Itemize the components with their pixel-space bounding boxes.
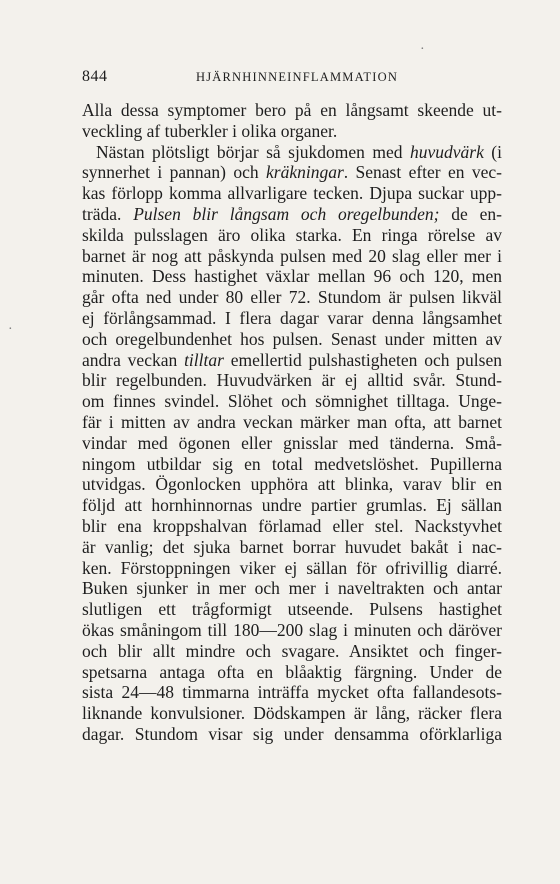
page-number: 844 xyxy=(82,68,108,85)
text-line: vindar med ögonen eller gnisslar med tänderna. Små- xyxy=(82,432,502,453)
text-line: fär i mitten av andra veckan märker man ofta, att barnet xyxy=(82,411,502,432)
text-line: synnerhet i pannan) och kräkningar. Senast efter en vec- xyxy=(82,162,502,183)
text-line: barnet är nog att påskynda pulsen med 20 slag eller mer i xyxy=(82,245,502,266)
text-line: går ofta ned under 80 eller 72. Stundom är pulsen likväl xyxy=(82,287,502,308)
text-line: blir ena kroppshalvan förlamad eller stel. Nackstyvhet xyxy=(82,515,502,536)
margin-dot: · xyxy=(420,42,425,57)
text-line: liknande konvulsioner. Dödskampen är lång, räcker flera xyxy=(82,703,502,724)
text-line: Buken sjunker in mer och mer i naveltrakten och antar xyxy=(82,578,502,599)
emphasis: tilltar xyxy=(184,349,224,370)
text-line: är vanlig; det sjuka barnet borrar huvudet bakåt i nac- xyxy=(82,536,502,557)
running-title: HJÄRNHINNEINFLAMMATION xyxy=(196,70,399,84)
emphasis: huvudvärk xyxy=(409,141,484,162)
margin-dot: · xyxy=(8,322,13,337)
text-line: Alla dessa symptomer bero på en långsamt skeende ut- xyxy=(82,100,502,120)
text-line: och oregelbundenhet hos pulsen. Senast under mitten av xyxy=(82,328,502,349)
emphasis: kräkningar xyxy=(266,162,344,183)
text-line: blir regelbunden. Huvudvärken är ej alltid svår. Stund- xyxy=(82,370,502,391)
text-line: kas förlopp komma allvarligare tecken. Djupa suckar upp- xyxy=(82,183,502,204)
text-line: träda. Pulsen blir långsam och oregelbunden; de en- xyxy=(82,203,502,224)
body-text xyxy=(82,100,502,745)
text-line: minuten. Dess hastighet växlar mellan 96 och 120, men xyxy=(82,266,502,287)
text-line: sista 24—48 timmarna inträffa mycket ofta fallandesots- xyxy=(82,682,502,703)
text-line: om finnes svindel. Slöhet och sömnighet tilltaga. Unge- xyxy=(82,391,502,412)
text-line: spetsarna antaga ofta en blåaktig färgning. Under de xyxy=(82,661,502,682)
text-line: skilda pulsslagen äro olika starka. En ringa rörelse av xyxy=(82,224,502,245)
text-line: ökas småningom till 180—200 slag i minuten och däröver xyxy=(82,619,502,640)
text-line: veckling af tuberkler i olika organer. xyxy=(82,120,338,141)
text-line: ej förlångsammad. I flera dagar varar denna långsamhet xyxy=(82,307,502,328)
emphasis: Pulsen blir långsam och oregelbunden; xyxy=(133,203,440,224)
text-line: ningom utbildar sig en total medvetslöshet. Pupillerna xyxy=(82,453,502,474)
text-line: slutligen ett trågformigt utseende. Pulsens hastighet xyxy=(82,599,502,620)
text-line: andra veckan tilltar emellertid pulshastigheten och pulsen xyxy=(82,349,502,370)
text-line: följd att hornhinnornas undre partier grumlas. Ej sällan xyxy=(82,495,502,516)
text-line: dagar. Stundom visar sig under densamma oförklarliga xyxy=(82,723,502,744)
text-line: utvidgas. Ögonlocken upphöra att blinka, varav blir en xyxy=(82,474,502,495)
text-line: och blir allt mindre och svagare. Ansiktet och finger- xyxy=(82,640,502,661)
text-line: Nästan plötsligt börjar så sjukdomen med huvudvärk (i xyxy=(96,141,502,162)
text-line: ken. Förstoppningen viker ej sällan för ofrivillig diarré. xyxy=(82,557,502,578)
